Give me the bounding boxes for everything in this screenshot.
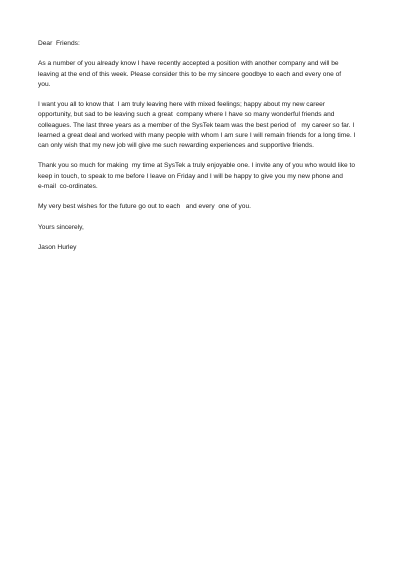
- paragraph-gap: [38, 212, 368, 222]
- paragraph-gap: [38, 192, 368, 202]
- paragraph-2-line: I want you all to know that I am truly leaving here with mixed feelings; happy about my new career: [38, 101, 325, 109]
- paragraph-4: My very best wishes for the future go out to each and every one of you.: [38, 203, 251, 211]
- paragraph-gap: [38, 151, 368, 161]
- salutation: Dear Friends:: [38, 40, 80, 47]
- paragraph-3-line: e-mail co-ordinates.: [38, 182, 98, 190]
- paragraph-3-line: Thank you so much for making my time at SysTek a truly enjoyable one. I invite any of you who would like to: [38, 162, 356, 170]
- paragraph-2-line: colleagues. The last three years as a member of the SysTek team was the best period of my career so far. I: [38, 121, 355, 129]
- paragraph-gap: [38, 49, 368, 59]
- letter-body: [38, 39, 368, 253]
- paragraph-gap: [38, 233, 368, 243]
- paragraph-3-line: keep in touch, to speak to me before I leave on Friday and I will be happy to give you my new phone and: [38, 172, 343, 180]
- signature-name: Jason Hurley: [38, 243, 77, 251]
- paragraph-2-line: can only wish that my new job will give me such rewarding experiences and supportive friends.: [38, 142, 314, 149]
- paragraph-2-line: opportunity, but sad to be leaving such a great company where I have so many wonderful friends and: [38, 111, 335, 119]
- paragraph-1-line: you.: [38, 80, 51, 88]
- paragraph-1-line: leaving at the end of this week. Please consider this to be my sincere goodbye to each and every one of: [38, 70, 342, 78]
- paragraph-2-line: learned a great deal and worked with many people with whom I am sure I will remain friends for a long time. I: [38, 131, 356, 139]
- paragraph-gap: [38, 90, 368, 100]
- closing: Yours sincerely,: [38, 223, 84, 231]
- paragraph-1-line: As a number of you already know I have recently accepted a position with another company and will be: [38, 60, 339, 68]
